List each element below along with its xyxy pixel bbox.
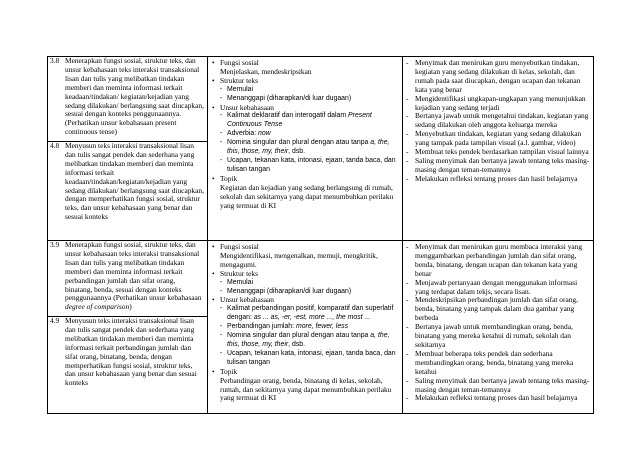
topik-desc: Kegiatan dan kejadian yang sedang berlangsung di rumah, sekolah dan sekitarnya yang dapat menumbuhkan perilaku yang termuat di KI xyxy=(220,182,394,210)
list-item: - Menjawab pertanyaan dengan menggunakan informasi yang terdapat dalam tekjs, secara lisan. xyxy=(406,277,578,296)
list-item: - Saling menyimak dan bertanya jawab tentang teks masing-masing dengan teman-temannya xyxy=(406,375,590,394)
bullet-icon: • xyxy=(212,295,215,305)
sub-item: - Adverbia: now xyxy=(220,130,271,138)
table-row xyxy=(48,57,594,241)
kd-item xyxy=(48,241,207,316)
list-item: - Melakukan refleksi tentang proses dan hasil belajarnya xyxy=(406,393,578,403)
sub-item: - Nomina singular dan plural dengan atau tanpa a, the, this, those, my, their, dsb. xyxy=(220,332,390,348)
list-item: - Membuat beberapa teks pendek dan sederhana membandingkan orang, benda, binatang yang mereka ketahui xyxy=(406,348,574,376)
kegiatan-cell xyxy=(403,57,594,241)
list-item: - Bertanya jawab untuk mengetahui tindakan, kegiatan yang sedang dilakukan oleh anggota keluarga mereka xyxy=(406,111,589,130)
list-item: - Mendeskripsikan perbandingan jumlah dan sifat orang, benda, binatang yang tampak dalam dua gambar yang berbeda xyxy=(406,295,578,323)
list-item: • Struktur teks xyxy=(212,75,258,85)
sub-item: - Memulai xyxy=(220,278,254,286)
list-item: • Unsur kebahasaan xyxy=(212,295,274,305)
sub-item: - Nomina singular dan plural dengan atau tanpa a, the, this, those, my, their, dsb. xyxy=(220,139,390,156)
bullet-icon: • xyxy=(212,366,215,376)
list-item: • Unsur kebahasaan xyxy=(212,102,274,112)
kd-number: 3.9 xyxy=(50,240,60,249)
list-item: - Menyimak dan menirukan guru membaca interaksi yang menggambarkan perbandingan jumlah dan sifat orang, benda, binatang, dengan ucapan dan tekanan kata yang benar xyxy=(406,242,583,278)
list-item: • Topik xyxy=(212,173,238,183)
kd-number: 3.8 xyxy=(50,56,60,65)
materi-cell xyxy=(208,57,403,241)
list-item: • Topik xyxy=(212,366,238,376)
sub-item: - Ucapan, tekanan kata, intonasi, ejaan, tanda baca, dan tulisan tangan xyxy=(220,349,396,366)
list-item: • Fungsi sosial xyxy=(212,58,259,67)
kd-text: Menyusun teks interaksi transaksional lisan dan tulis sangat pendek dan sederhana yang melibatkan tindakan memberi dan meminta informasi terkait perbandingan jumlah dan sifat orang, binatang, benda, dengan memperhatikan fungsi sosial, struktur teks, dan unsur kebahasaan yang benar dan sesuai konteks xyxy=(65,316,197,388)
kd-item xyxy=(48,141,207,222)
kd-cell xyxy=(48,57,208,241)
kd-number: 4.8 xyxy=(50,141,60,150)
bullet-icon: • xyxy=(212,58,215,67)
kd-text: Menerapkan fungsi sosial, struktur teks, dan unsur kebahasaan teks interaksi transaksional lisan dan tulis yang melibatkan tindakan memberi dan meminta informasi terkait perbandingan jumlah dan sifat orang, binatang, benda, sesuai dengan konteks penggunaannya (Perhatikan unsur kebahasaan degree of comparison) xyxy=(65,240,202,312)
list-item: - Menyimak dan menirukan guru menyebutkan tindakan, kegiatan yang sedang dilakukan di kelas, sekolah, dan rumah pada saat diucapkan, dengan ucapan dan tekanan kata yang benar xyxy=(406,58,581,94)
syllabus-table xyxy=(47,56,594,414)
list-item: - Mengidentifikasi ungkapan-ungkapan yang menunjukkan kejadian yang sedang terjadi xyxy=(406,93,586,112)
kd-text: Menerapkan fungsi sosial, struktur teks, dan unsur kebahasaan teks interaksi transaksional lisan dan tulis yang melibatkan tindakan memberi dan meminta informasi terkait keadaan/tindakan/ kegiatan/kejadian yang sedang dilakukan/ berlangsung saat diucapkan, sesuai dengan konteks penggunaannya. (Perhatikan unsur kebahasaan present continuous tense) xyxy=(65,56,204,137)
list-item: - Saling menyimak dan bertanya jawab tentang teks masing-masing dengan teman-temannya xyxy=(406,155,590,174)
sub-item: - Perbandingan jumlah: more, fewer, less xyxy=(220,323,349,331)
sub-item: - Menanggapi (diharapkan/di luar dugaan) xyxy=(220,94,352,102)
fungsi-desc: Menjelaskan, mendeskripsikan xyxy=(220,66,312,76)
bullet-icon: • xyxy=(212,102,215,112)
sub-item: - Kalimat perbandingan positif, komparatif dan superlatif dengan: as ... as, -er, -est, more ..., the most ... xyxy=(220,305,394,322)
kd-cell xyxy=(48,241,208,414)
sub-item: - Ucapan, tekanan kata, intonasi, ejaan, tanda baca, dan tulisan tangan xyxy=(220,156,396,173)
fungsi-desc: Mengidentifikasi, mengenalkan, memuji, mengkritik, mengagumi. xyxy=(220,250,378,269)
list-item: • Fungsi sosial xyxy=(212,242,259,251)
topik-desc: Perbandingan orang, benda, binatang di kelas, sekolah, rumah, dan sekitarnya yang dapat menumbuhkan perilaku yang termuat di KI xyxy=(220,375,392,403)
sub-item: - Memulai xyxy=(220,85,254,93)
materi-cell xyxy=(208,241,403,414)
bullet-icon: • xyxy=(212,75,215,85)
kegiatan-cell xyxy=(403,241,594,414)
list-item: • Struktur teks xyxy=(212,268,258,278)
bullet-icon: • xyxy=(212,268,215,278)
list-item: - Membuat teks pendek berdasarkan tampilan visual lainnya xyxy=(406,147,589,157)
sub-item: - Menanggapi (diharapkan/di luar dugaan) xyxy=(220,287,352,295)
kd-item xyxy=(48,316,207,388)
list-item: - Menyebutkan tindakan, kegiatan yang sedang dilakukan yang tampak pada tampilan visual (a.l. gambar, video) xyxy=(406,129,582,148)
kd-number: 4.9 xyxy=(50,316,60,325)
list-item: - Bertanya jawab untuk membandingkan orang, benda, binatang yang mereka ketahui di rumah, sekolah dan sekitarnya xyxy=(406,322,573,349)
list-item: - Melakukan refleksi tentang proses dan hasil belajarnya xyxy=(406,173,578,183)
bullet-icon: • xyxy=(212,173,215,183)
kd-text: Menyusun teks interaksi transaksional lisan dan tulis sangat pendek dan sederhana yang melibatkan tindakan memberi dan meminta informasi terkait keadaan/tindakan/kegiatan/kejadian yang sedang dilakukan/ berlangsung saat diucapkan, dengan memperhatikan fungsi sosial, struktur teks, dan unsur kebahasaan yang benar dan sesuai konteks xyxy=(65,141,204,222)
table-row xyxy=(48,241,594,414)
sub-item: - Kalimat deklaratif dan interogatif dalam Present Continuous Tense xyxy=(220,112,372,129)
bullet-icon: • xyxy=(212,242,215,251)
kd-item xyxy=(48,57,207,141)
